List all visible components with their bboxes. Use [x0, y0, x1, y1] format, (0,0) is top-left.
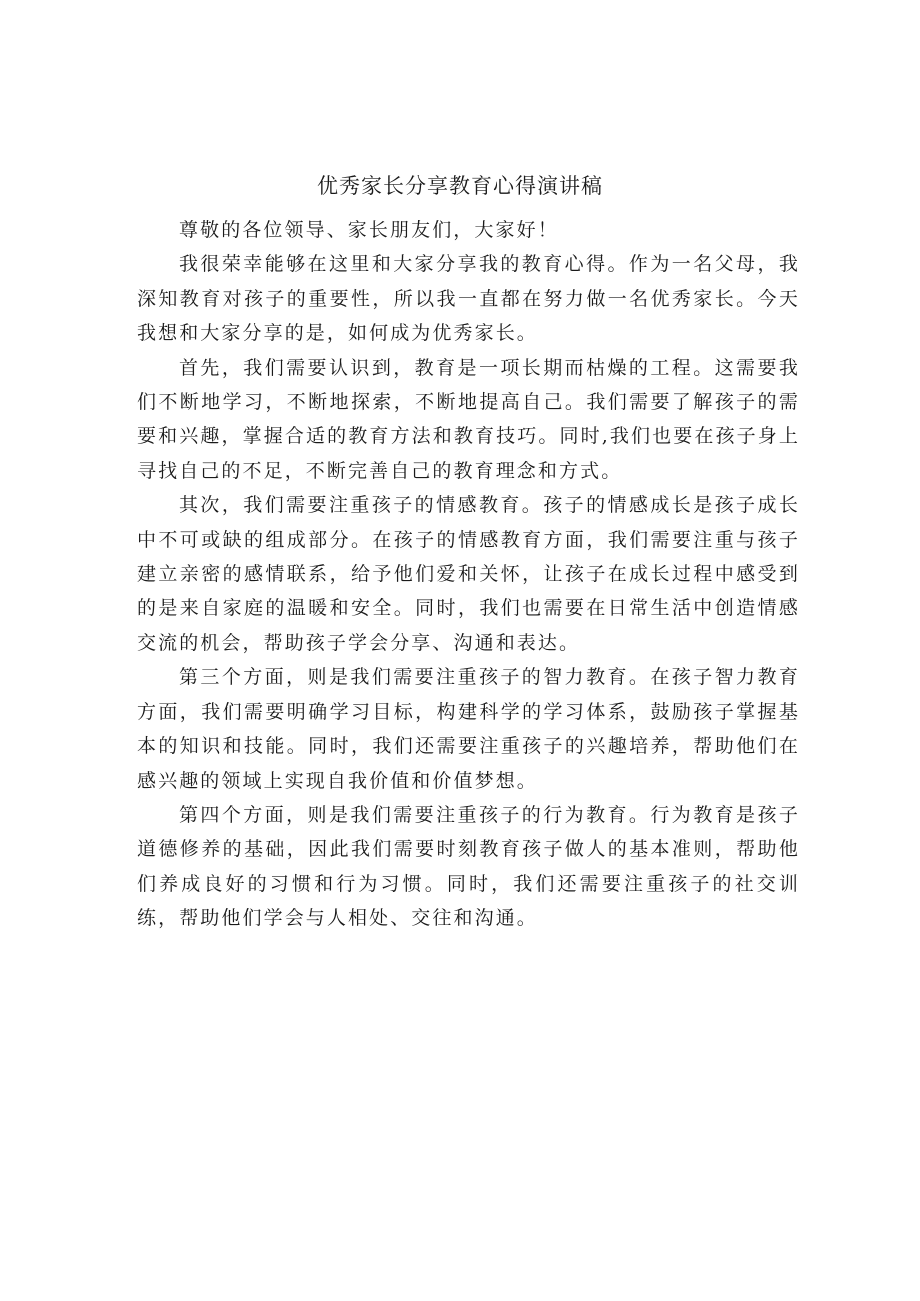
document-body: [137, 213, 800, 936]
paragraph-behavior-education: 第四个方面，则是我们需要注重孩子的行为教育。行为教育是孩子道德修养的基础，因此我们需要时刻教育孩子做人的基本准则，帮助他们养成良好的习惯和行为习惯。同时，我们还需要注重孩子的社交训练，帮助他们学会与人相处、交往和沟通。: [137, 803, 800, 930]
document-title: 优秀家长分享教育心得演讲稿: [317, 174, 603, 198]
paragraph-intro: 我很荣幸能够在这里和大家分享我的教育心得。作为一名父母，我深知教育对孩子的重要性，所以我一直都在努力做一名优秀家长。今天我想和大家分享的是，如何成为优秀家长。: [137, 253, 800, 345]
paragraph-first-point: 首先，我们需要认识到，教育是一项长期而枯燥的工程。这需要我们不断地学习，不断地探索，不断地提高自己。我们需要了解孩子的需要和兴趣，掌握合适的教育方法和教育技巧。同时,我们也要在孩子身上寻找自己的不足，不断完善自己的教育理念和方式。: [137, 356, 800, 482]
paragraph-intellectual-education: 第三个方面，则是我们需要注重孩子的智力教育。在孩子智力教育方面，我们需要明确学习目标，构建科学的学习体系，鼓励孩子掌握基本的知识和技能。同时，我们还需要注重孩子的兴趣培养，帮助他们在感兴趣的领域上实现自我价值和价值梦想。: [137, 666, 800, 792]
paragraph-greeting: 尊敬的各位领导、家长朋友们，大家好！: [179, 219, 559, 241]
paragraph-emotional-education: 其次，我们需要注重孩子的情感教育。孩子的情感成长是孩子成长中不可或缺的组成部分。在孩子的情感教育方面，我们需要注重与孩子建立亲密的感情联系，给予他们爱和关怀，让孩子在成长过程中感受到的是来自家庭的温暖和安全。同时，我们也需要在日常生活中创造情感交流的机会，帮助孩子学会分享、沟通和表达。: [137, 494, 800, 654]
